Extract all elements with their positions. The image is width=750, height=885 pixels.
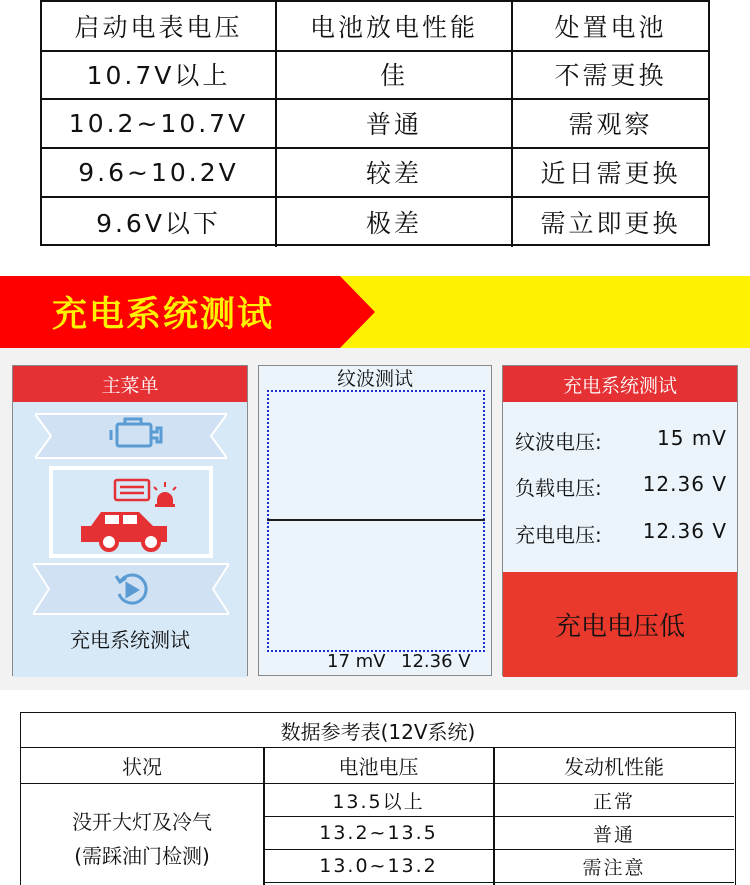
ripple-readout xyxy=(259,651,491,673)
car-icon xyxy=(81,512,167,550)
section-title: 充电系统测试 xyxy=(52,295,275,335)
battery-performance-table xyxy=(40,0,710,246)
result-row xyxy=(515,426,727,454)
reference-table xyxy=(20,712,736,885)
main-menu-body xyxy=(13,402,247,677)
low-voltage-alert: 充电电压低 xyxy=(503,572,737,677)
table-header-cell: 状况 xyxy=(21,748,263,784)
table-cell: 普通 xyxy=(494,817,734,850)
table-cell: 9.6V以下 xyxy=(42,197,277,247)
voltage-value: 12.36 V xyxy=(401,651,471,672)
charging-result-screen xyxy=(502,365,738,676)
main-menu-screen xyxy=(12,365,248,676)
result-value: 12.36 V xyxy=(642,519,727,543)
result-value: 12.36 V xyxy=(642,472,727,496)
table-cell: 不需更换 xyxy=(554,61,667,90)
ripple-waveform-line xyxy=(267,519,485,521)
ripple-test-title: 纹波测试 xyxy=(336,368,413,390)
menu-item-replay[interactable] xyxy=(33,560,229,618)
table-cell: 较差 xyxy=(277,148,513,196)
table-cell: 近日需更换 xyxy=(540,159,681,188)
table-header-row xyxy=(42,2,708,52)
table-cell: 佳 xyxy=(277,50,513,98)
table-row xyxy=(42,99,708,149)
condition-cell xyxy=(21,784,263,885)
charging-result-body xyxy=(503,402,737,572)
table-cell: 正常 xyxy=(494,784,734,817)
table-cell: 13.2~13.5 xyxy=(264,817,493,850)
condition-line: 没开大灯及冷气 xyxy=(72,809,212,834)
condition-line: (需踩油门检测) xyxy=(74,843,210,868)
result-row xyxy=(515,519,727,547)
table-row xyxy=(42,50,708,100)
result-label: 纹波电压: xyxy=(515,430,602,454)
table-cell: 13.0~13.2 xyxy=(264,850,493,883)
result-label: 负载电压: xyxy=(515,476,602,500)
ripple-value: 17 mV xyxy=(327,651,386,672)
table-header-cell: 电池电压 xyxy=(264,748,493,784)
table-cell: 需立即更换 xyxy=(540,209,681,238)
table-cell: 极差 xyxy=(277,197,513,247)
result-value: 15 mV xyxy=(657,426,727,450)
tester-icon xyxy=(115,480,149,500)
table-cell: 9.6~10.2V xyxy=(42,148,277,196)
selected-menu-label: 充电系统测试 xyxy=(70,628,190,652)
reference-table-title: 数据参考表(12V系统) xyxy=(21,713,735,748)
table-cell: 10.2~10.7V xyxy=(42,99,277,147)
table-cell: 13.5以上 xyxy=(264,784,493,817)
charging-result-header: 充电系统测试 xyxy=(503,366,737,402)
table-row xyxy=(42,148,708,198)
table-cell: 10.7V以上 xyxy=(42,50,277,98)
table-cell: 需注意 xyxy=(494,850,734,883)
table-header-cell: 电池放电性能 xyxy=(277,2,513,50)
table-cell: 普通 xyxy=(277,99,513,147)
table-row xyxy=(42,197,708,247)
main-menu-header: 主菜单 xyxy=(13,366,247,402)
table-header-cell: 启动电表电压 xyxy=(42,2,277,50)
alarm-light-icon xyxy=(154,482,176,507)
menu-item-charging-test[interactable] xyxy=(49,466,213,558)
column-divider xyxy=(493,748,495,885)
menu-item-engine[interactable] xyxy=(35,410,227,462)
result-label: 充电电压: xyxy=(515,523,602,547)
ripple-waveform-area xyxy=(267,390,485,652)
result-row xyxy=(515,472,727,500)
column-divider xyxy=(263,748,265,885)
table-cell: 需观察 xyxy=(568,110,653,139)
ripple-test-screen xyxy=(258,365,492,676)
table-header-cell: 发动机性能 xyxy=(494,748,734,784)
table-header-cell: 处置电池 xyxy=(554,13,667,42)
